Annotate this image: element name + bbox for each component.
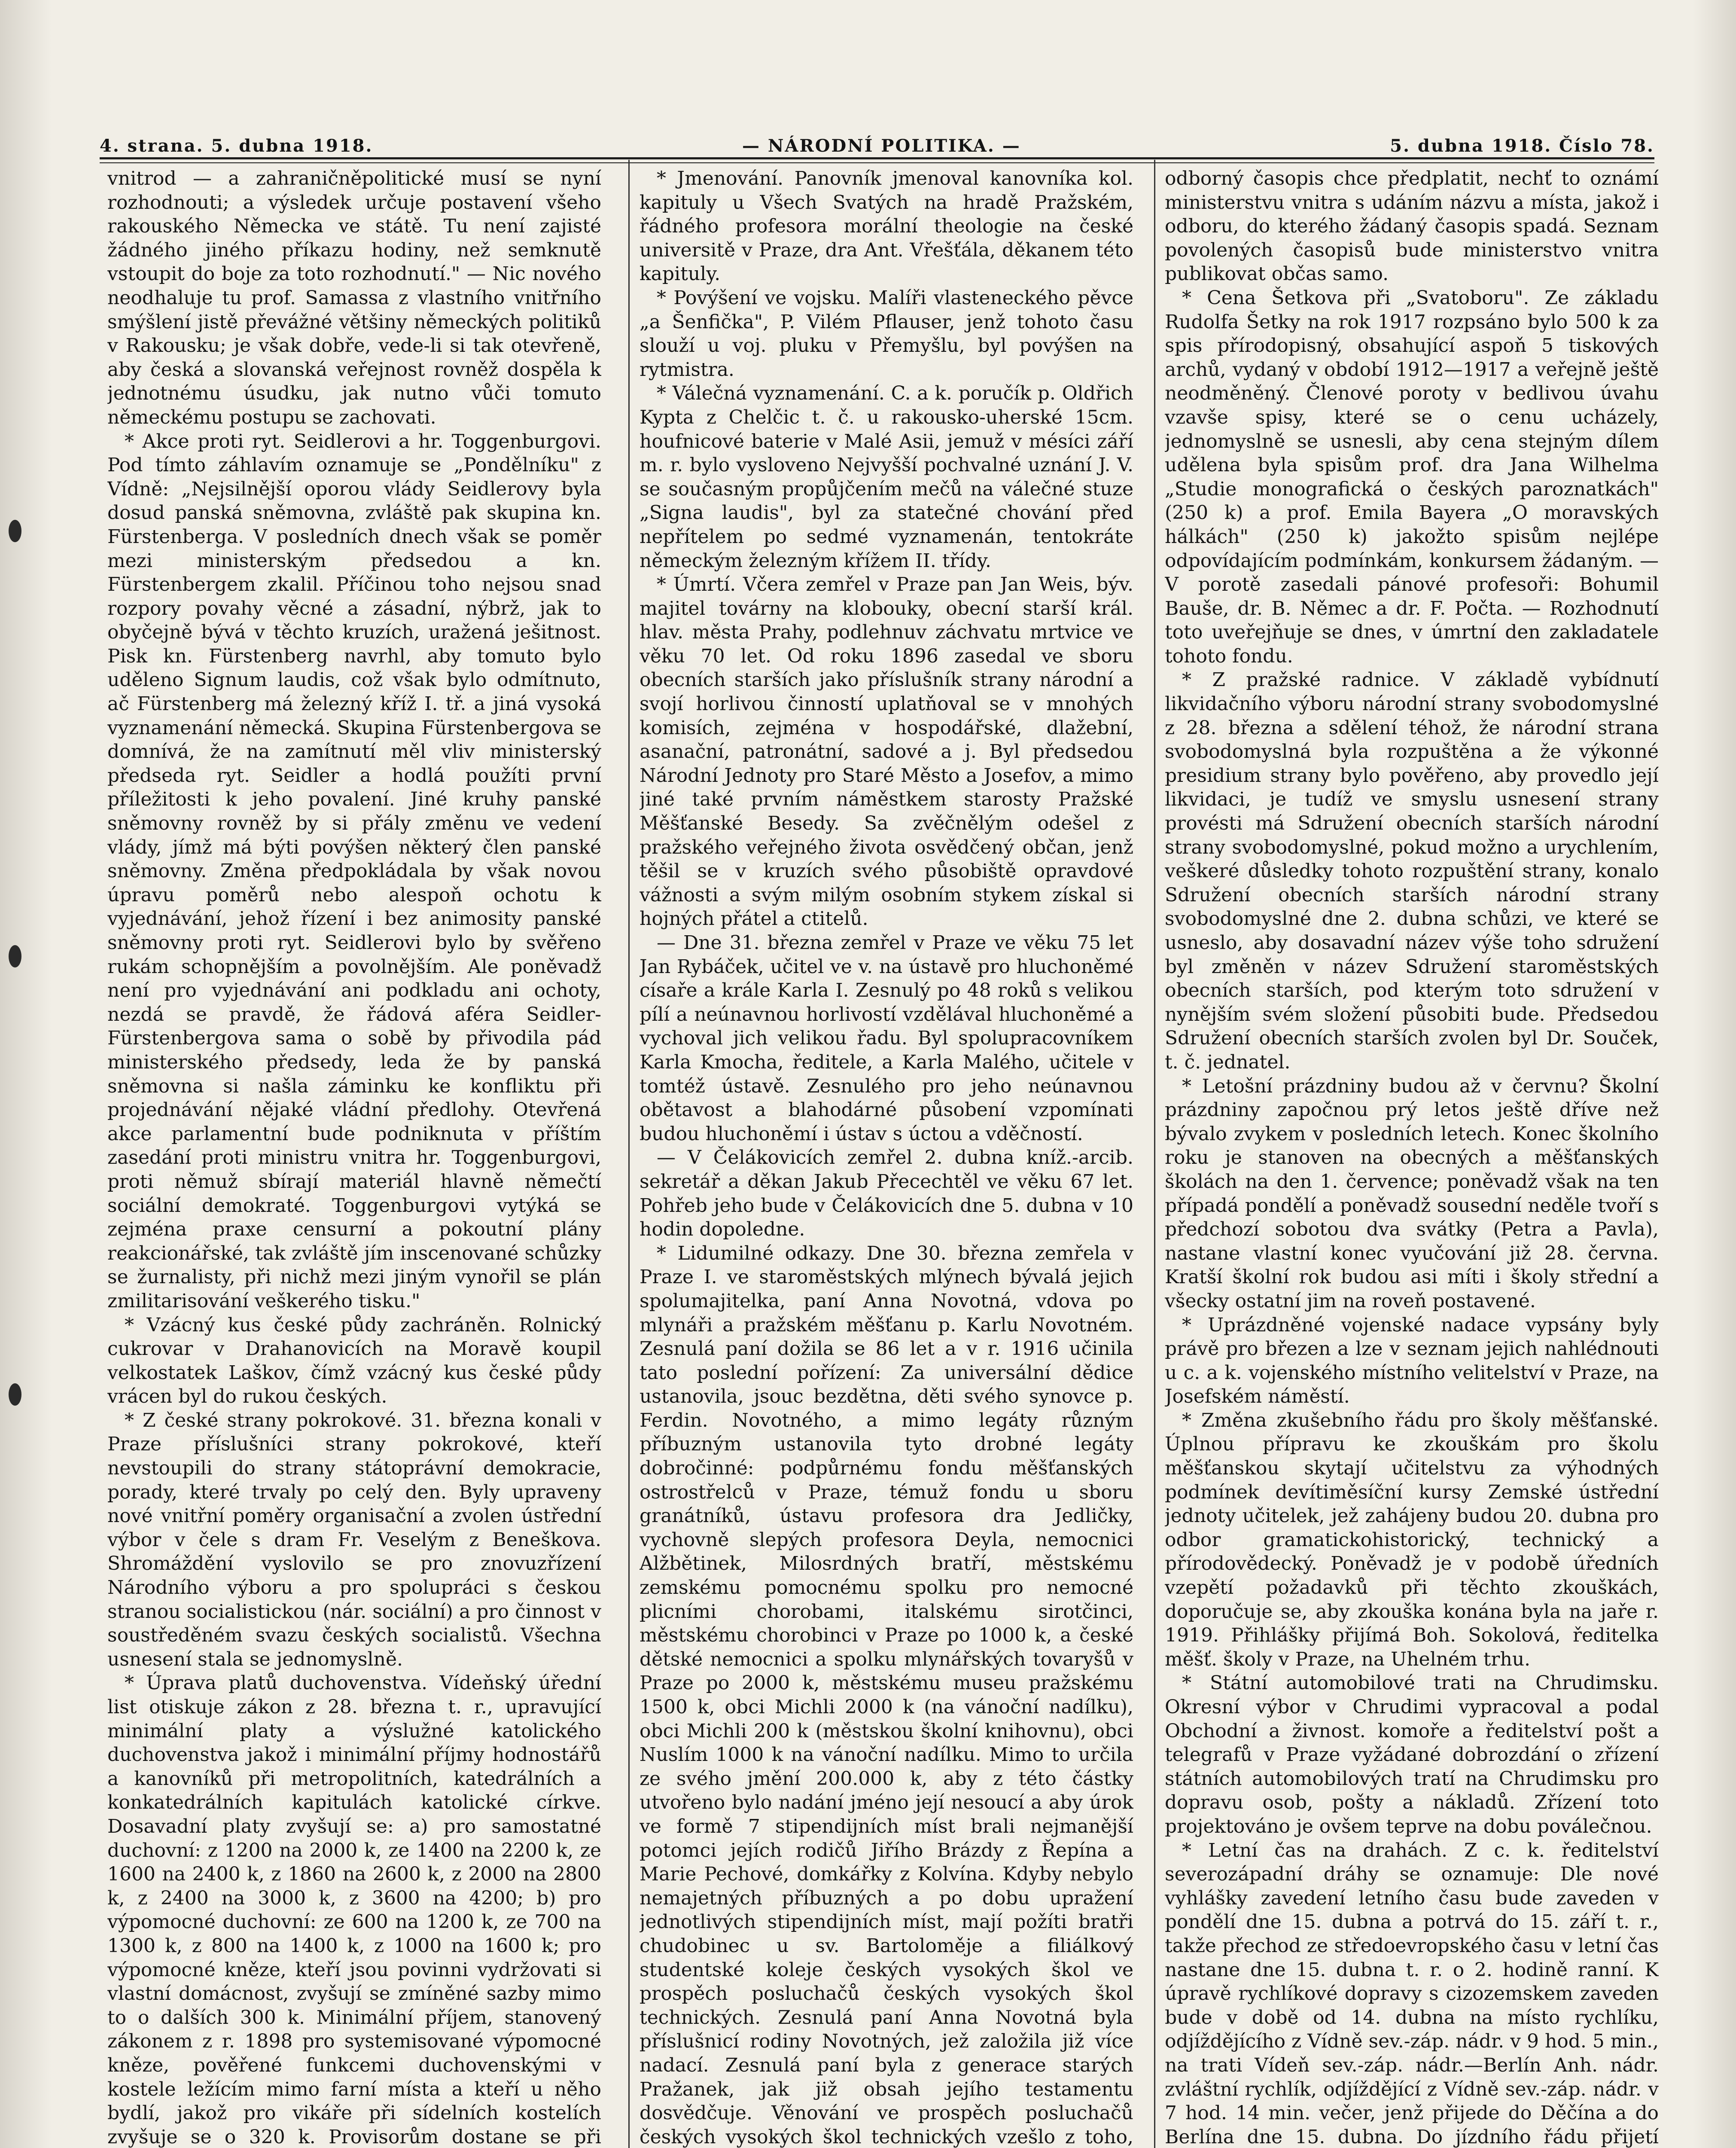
article-paragraph: * Z české strany pokrokové. 31. března konali v Praze příslušníci strany pokrokové, kteří nevstoupili do strany státoprávní demokracie, porady, které trvaly po celý den. Byly upraveny nové vnitřní poměry organisační a zvolen ústřední výbor v čele s dram Fr. Veselým z Beneškova. Shromáždění vyslovilo se pro znovuzřízení Národního výboru a pro spolupráci s českou stranou socialistickou (nár. sociální) a pro činnost v soustředěném svazu českých socialistů. Všechna usnesení stala se jednomyslně. xyxy=(107,1409,601,1670)
article-paragraph: * Uprázdněné vojenské nadace vypsány byly právě pro březen a lze v seznam jejich nahlédnouti u c. a k. vojenského místního velitelství v Praze, na Josefském náměstí. xyxy=(1165,1314,1659,1408)
header-issue-number: 5. dubna 1918. Číslo 78. xyxy=(1390,135,1654,156)
article-column-right xyxy=(1165,167,1659,2148)
binding-hole xyxy=(9,1383,21,1406)
article-column-left xyxy=(107,167,601,2148)
article-paragraph: * Válečná vyznamenání. C. a k. poručík p. Oldřich Kypta z Chelčic t. č. u rakousko-uherské 15cm. houfnicové baterie v Malé Asii, jemuž v mésíci září m. r. bylo vysloveno Nejvyšší pochvalné uznání J. V. se současným propůjčením mečů na válečné stuze „Signa laudis", byl za statečné chování před nepřítelem po sedmé vyznamenán, tentokráte německým železným křížem II. třídy. xyxy=(640,382,1133,572)
article-paragraph: * Letošní prázdniny budou až v červnu? Školní prázdniny započnou prý letos ještě dříve než bývalo zvykem v posledních letech. Konec školního roku je stanoven na obecných a měšťanských školách na den 1. července; poněvadž však na ten případá pondělí a poněvadž sousední neděle tvoří s předchozí sobotou dva svátky (Petra a Pavla), nastane vlastní konec vyučování již 28. června. Kratší školní rok budou asi míti i školy střední a všecky ostatní jim na roveň postavené. xyxy=(1165,1075,1659,1312)
page-right-edge xyxy=(1693,0,1736,2148)
binding-hole xyxy=(9,945,21,967)
header-rule xyxy=(100,157,1654,159)
binding-hole xyxy=(9,520,21,542)
article-paragraph: odborný časopis chce předplatit, nechť to oznámí ministerstvu vnitra s udáním názvu a místa, jakož i odboru, do kterého žádaný časopis spadá. Seznam povolených časopisů bude ministerstvo vnitra publikovat občas samo. xyxy=(1165,168,1659,285)
article-paragraph: — Dne 31. března zemřel v Praze ve věku 75 let Jan Rybáček, učitel ve v. na ústavě pro hluchoněmé císaře a krále Karla I. Zesnulý po 48 roků s velikou pílí a neúnavnou horlivostí vzdělával hluchoněmé a vychoval jich velikou řadu. Byl spolupracovníkem Karla Kmocha, ředitele, a Karla Malého, učitele v tomtéž ústavě. Zesnulého pro jeho neúnavnou obětavost a blahodárné působení vzpomínati budou hluchoněmí i ústav s úctou a vděčností. xyxy=(640,932,1133,1145)
article-paragraph: * Cena Šetkova při „Svatoboru". Ze základu Rudolfa Šetky na rok 1917 rozpsáno bylo 500 k za spis přírodopisný, obsahující aspoň 5 tiskových archů, vydaný v období 1912—1917 a veřejně ještě neodměněný. Členové poroty v bedlivou úvahu vzavše spisy, které se o cenu ucházely, jednomyslně se usnesli, aby cena stejným dílem udělena byla spisům prof. dra Jana Wilhelma „Studie monografická o českých paroznatkách" (250 k) a prof. Emila Bayera „O moravských hálkách" (250 k) jakožto spisům nejlépe odpovídajícím podmínkám, konkursem žádaným. — V porotě zasedali pánové profesoři: Bohumil Bauše, dr. B. Němec a dr. F. Počta. — Rozhodnutí toto uveřejňuje se dnes, v úmrtní den zakladatele tohoto fondu. xyxy=(1165,287,1659,667)
header-page-date: 4. strana. 5. dubna 1918. xyxy=(100,135,373,156)
article-paragraph: * Státní automobilové trati na Chrudimsku. Okresní výbor v Chrudimi vypracoval a podal Obchodní a živnost. komoře a ředitelství pošt a telegrafů v Praze vyžádané dobrozdání o zřízení státních automobilových tratí na Chrudimsku pro dopravu osob, pošty a nákladů. Zřízení toto projektováno je ovšem teprve na dobu poválečnou. xyxy=(1165,1672,1659,1837)
article-paragraph: * Z pražské radnice. V základě vybídnutí likvidačního výboru národní strany svobodomyslné z 28. března a sdělení téhož, že národní strana svobodomyslná byla rozpuštěna a že výkonné presidium strany bylo pověřeno, aby provedlo její likvidaci, je tudíž ve smyslu usnesení strany provésti má Sdružení obecních starších národní strany svobodomyslné, pokud možno a urychlením, veškeré důsledky tohoto rozpuštění strany, konalo Sdružení obecních starších národní strany svobodomyslné dne 2. dubna schůzi, ve které se usneslo, aby dosavadní název výše toho sdružení byl změněn v název Sdružení staroměstských obecních starších, pod kterým toto sdružení v nynějším svém složení působiti bude. Předsedou Sdružení obecních starších zvolen byl Dr. Souček, t. č. jednatel. xyxy=(1165,669,1659,1073)
article-paragraph: vnitrod — a zahraničněpolitické musí se nyní rozhodnouti; a výsledek určuje postavení všeho rakouského Německa ve státě. Tu není zajisté žádného jiného příkazu hodiny, než semknutě vstoupit do boje za toto rozhodnutí." — Nic nového neodhaluje tu prof. Samassa z vlastního vnitřního smýšlení jistě převážné většiny německých politiků v Rakousku; je však dobře, vede-li si tak otevřeně, aby česká a slovanská veřejnost rovněž dospěla k jednotnému úsudku, jak nutno vůči tomuto německému postupu se zachovati. xyxy=(107,168,601,428)
page-header xyxy=(100,136,1654,156)
article-paragraph: * Vzácný kus české půdy zachráněn. Rolnický cukrovar v Drahanovicích na Moravě koupil velkostatek Laškov, čímž vzácný kus české půdy vrácen byl do rukou českých. xyxy=(107,1314,601,1408)
page-left-edge xyxy=(0,0,52,2148)
column-divider xyxy=(1154,160,1155,2148)
header-rule-thin xyxy=(100,162,1654,163)
article-paragraph: * Jmenování. Panovník jmenoval kanovníka kol. kapituly u Všech Svatých na hradě Pražském, řádného profesora morální theologie na české universitě v Praze, dra Ant. Vřešťála, děkanem této kapituly. xyxy=(640,168,1133,285)
article-column-middle xyxy=(640,167,1133,2148)
article-paragraph: * Úprava platů duchovenstva. Vídeňský úřední list otiskuje zákon z 28. března t. r., upravující minimální platy a výslužné katolického duchovenstva jakož i minimální příjmy hodnostářů a kanovníků při metropolitních, katedrálních a konkatedrálních kapitulách katolické církve. Dosavadní platy zvyšují se: a) pro samostatné duchovní: z 1200 na 2000 k, ze 1400 na 2200 k, ze 1600 na 2400 k, z 1860 na 2600 k, z 2000 na 2800 k, z 2400 na 3000 k, z 3600 na 4200; b) pro výpomocné duchovní: ze 600 na 1200 k, ze 700 na 1300 k, z 800 na 1400 k, z 1000 na 1600 k; pro výpomocné kněze, kteří jsou povinni vydržovati si vlastní domácnost, zvyšují se zmíněné sazby mimo to o dalších 300 k. Minimální příjem, stanovený zákonem z r. 1898 pro systemisované výpomocné kněze, pověřené funkcemi duchovenskými v kostele ležícím mimo farní místa a kteří u něho bydlí, jakož pro vikáře při sídelních kostelích zvyšuje se o 320 k. Provisorům dostane se při xyxy=(107,1672,601,2148)
article-paragraph: — V Čelákovicích zemřel 2. dubna kníž.-arcib. sekretář a děkan Jakub Přecechtěl ve věku 67 let. Pohřeb jeho bude v Čelákovicích dne 5. dubna v 10 hodin dopoledne. xyxy=(640,1147,1133,1241)
column-divider xyxy=(628,160,630,2148)
article-paragraph: * Povýšení ve vojsku. Malíři vlasteneckého pěvce „a Šenfička", P. Vilém Pflauser, jenž tohoto času slouží u voj. pluku v Přemyšlu, byl povýšen na rytmistra. xyxy=(640,287,1133,381)
article-paragraph: * Úmrtí. Včera zemřel v Praze pan Jan Weis, býv. majitel továrny na klobouky, obecní starší král. hlav. města Prahy, podlehnuv záchvatu mrtvice ve věku 70 let. Od roku 1896 zasedal ve sboru obecních starších jako příslušník strany národní a svojí horlivou činností uplatňoval se v mnohých komisích, zejména v hospodářské, dlažební, asanační, patronátní, sadové a j. Byl předsedou Národní Jednoty pro Staré Město a Josefov, a mimo jiné také prvním náměstkem starosty Pražské Měšťanské Besedy. Sa zvěčnělým odešel z pražského veřejného života osvědčený občan, jenž těšil se v kruzích svého působiště opravdové vážnosti a svým milým osobním stykem získal si hojných přátel a ctitelů. xyxy=(640,574,1133,930)
article-paragraph: * Akce proti ryt. Seidlerovi a hr. Toggenburgovi. Pod tímto záhlavím oznamuje se „Pondělníku" z Vídně: „Nejsilnější oporou vlády Seidlerovy byla dosud panská sněmovna, zvláště pak skupina kn. Fürstenberga. V posledních dnech však se poměr mezi ministerským předsedou a kn. Fürstenbergem zkalil. Příčinou toho nejsou snad rozpory povahy věcné a zásadní, nýbrž, jak to obyčejně bývá v těchto kruzích, uražená ješitnost. Pisk kn. Fürstenberg navrhl, aby tomuto bylo uděleno Signum laudis, což však bylo odmítnuto, ač Fürstenberg má železný kříž I. tř. a jiná vysoká vyznamenání německá. Skupina Fürstenbergova se domnívá, že na zamítnutí měl vliv ministerský předseda ryt. Seidler a hodlá použíti první příležitosti k jeho povalení. Jiné kruhy panské sněmovny rovněž by si přály změnu ve vedení vlády, jímž má býti povýšen některý člen panské sněmovny. Změna předpokládala by však novou úpravu poměrů nebo alespoň ochotu k vyjednávání, jehož řízení i bez animosity panské sněmovny proti ryt. Seidlerovi bylo by svěřeno rukám schopnějším a povolnějším. Ale poněvadž není pro vyjednávání ani podkladu ani ochoty, nezdá se pravdě, že řádová aféra Seidler-Fürstenbergova sama o sobě by přivodila pád ministerského předsedy, leda že by panská sněmovna si našla záminku ke konfliktu při projednávání nějaké vládní předlohy. Otevřená akce parlamentní bude podniknuta v příštím zasedání proti ministru vnitra hr. Toggenburgovi, proti němuž sbírají materiál hlavně němečtí sociální demokraté. Toggenburgovi vytýká se zejména praxe censurní a pokoutní plány reakcionářské, tak zvláště jím inscenované schůzky se žurnalisty, při nichž mezi jiným vynořil se plán zmilitarisování veškerého tisku." xyxy=(107,430,601,1312)
article-paragraph: * Letní čas na drahách. Z c. k. ředitelství severozápadní dráhy se oznamuje: Dle nové vyhlášky zavedení letního času bude zaveden v pondělí dne 15. dubna a potrvá do 15. září t. r., takže přechod ze středoevropského času v letní čas nastane dne 15. dubna t. r. o 2. hodině ranní. K úpravě rychlíkové dopravy s cizozemskem zaveden bude v době od 14. dubna na místo rychlíku, odjíždějícího z Vídně sev.-záp. nádr. v 9 hod. 5 min., na trati Vídeň sev.-záp. nádr.—Berlín Anh. nádr. zvláštní rychlík, odjíždějící z Vídně sev.-záp. nádr. v 7 hod. 14 min. večer, jenž přijede do Děčína a do Berlína dne 15. dubna. Do jízdního řádu přijetí xyxy=(1165,1839,1659,2148)
header-newspaper-title: — NÁRODNÍ POLITIKA. — xyxy=(742,135,1021,156)
article-paragraph: * Lidumilné odkazy. Dne 30. března zemřela v Praze I. ve staroměstských mlýnech bývalá jejich spolumajitelka, paní Anna Novotná, vdova po mlynáři a pražském měšťanu p. Karlu Novotném. Zesnulá paní dožila se 86 let a v r. 1916 učinila tato poslední pořízení: Za universální dědice ustanovila, jsouc bezdětna, děti svého synovce p. Ferdin. Novotného, a mimo legáty různým příbuzným ustanovila tyto drobné legáty dobročinné: podpůrnému fondu měšťanských ostrostřelců v Praze, témuž fondu u sboru granátníků, ústavu profesora dra Jedličky, vychovně slepých profesora Deyla, nemocnici Alžbětinek, Milosrdných bratří, městskému zemskému pomocnému spolku pro nemocné plicními chorobami, italskému sirotčinci, městskému chorobinci v Praze po 1000 k, a české dětské nemocnici a spolku mlynářských tovaryšů v Praze po 2000 k, městskému museu pražskému 1500 k, obci Michli 2000 k (na vánoční nadílku), obci Michli 200 k (městskou školní knihovnu), obci Nuslím 1000 k na vánoční nadílku. Mimo to určila ze svého jmění 200.000 k, aby z této částky utvořeno bylo nadání jméno její nesoucí a aby úrok ve formě 7 stipendijních míst brali nejmanější potomci jejích rodičů Jiřího Brázdy z Řepína a Marie Pechové, domkářky z Kolvína. Kdyby nebylo nemajetných příbuzných a po dobu upražení jednotlivých stipendijních míst, mají požíti bratři chudobinec u sv. Bartoloměje a filiálkový studentské koleje českých vysokých škol ve prospěch posluchačů českých vysokých škol technických. Zesnulá paní Anna Novotná byla příslušnicí rodiny Novotných, jež založila již více nadací. Zesnulá paní byla z generace starých Pražanek, jak již obsah jejího testamentu dosvědčuje. Věnování ve prospěch posluchačů českých vysokých škol technických vzešlo z toho, xyxy=(640,1242,1133,2148)
article-paragraph: * Změna zkušebního řádu pro školy měšťanské. Úplnou přípravu ke zkouškám pro školu měšťanskou skytají učitelstvu za výhodných podmínek devítiměsíční kursy Zemské ústřední jednoty učitelek, jež zahájeny budou 20. dubna pro odbor gramatickohistorický, technický a přírodovědecký. Poněvadž je v podobě úředních vzepětí požadavků při těchto zkouškách, doporučuje se, aby zkouška konána byla na jaře r. 1919. Přihlášky přijímá Boh. Sokolová, ředitelka měšť. školy v Praze, na Uhelném trhu. xyxy=(1165,1409,1659,1670)
